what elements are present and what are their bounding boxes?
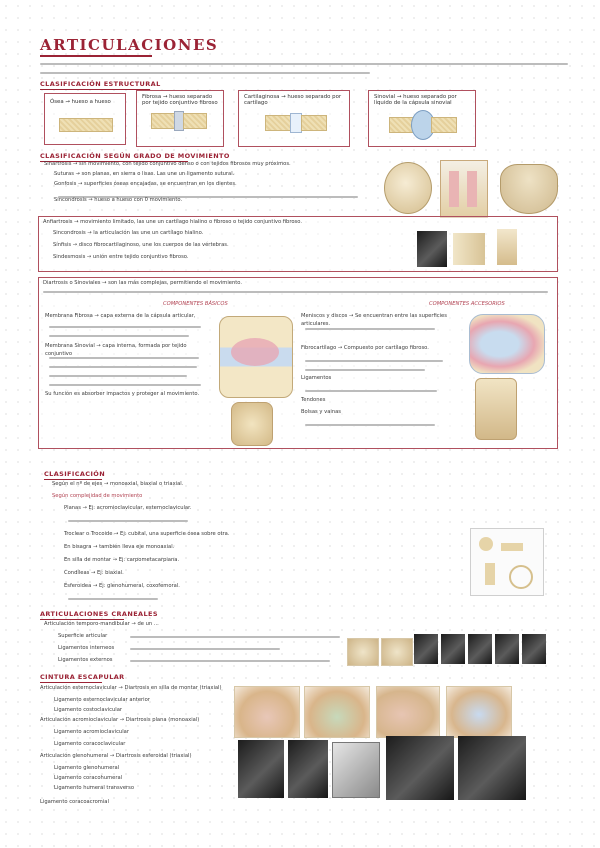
tendones-text: Tendones [301, 397, 326, 403]
shoulder-anatomy [234, 686, 300, 738]
card-title: Ósea → hueso a hueso [50, 99, 111, 105]
section-clasificacion-estructural: CLASIFICACIÓN ESTRUCTURAL [40, 80, 161, 88]
escapular-item: Articulación glenohumeral → Diartrosis esferoidal (triaxial) [40, 753, 192, 759]
text-line [43, 291, 548, 293]
text-line [305, 328, 435, 330]
clasificacion-item-esferoidea: Esferoidea → Ej: glenohumeral, coxofemoral. [64, 583, 180, 589]
suturas-text: Suturas → son planas, en sierra o lisas. Las une un ligamento sutural. [54, 171, 235, 177]
card-title: Fibrosa → hueso separado por tejido conjuntivo fibroso [142, 94, 218, 106]
tooth-illustration [440, 160, 488, 218]
bone-illustration [301, 115, 327, 131]
card-title: Cartilaginosa → hueso separado por cartílago [244, 94, 342, 106]
section-clasificacion: CLASIFICACIÓN [44, 470, 106, 478]
sincondrosis-text: Sincondrosis → hueso a hueso con 0 movimiento. [54, 197, 183, 203]
tmj-mri [441, 634, 465, 664]
craneal-item: Superficie articular [58, 633, 108, 639]
pelvis-illustration [453, 233, 485, 265]
joint-type-icon [485, 563, 495, 585]
tmj-mri [414, 634, 438, 664]
card-fibrosa [136, 90, 224, 147]
forearm-illustration [497, 229, 517, 265]
text-line [305, 424, 435, 426]
section-underline [40, 682, 102, 683]
membrana-fibrosa-text: Membrana Fibrosa → capa externa de la cápsula articular, [45, 313, 196, 319]
text-line [49, 357, 199, 359]
escapular-item: Articulación esternoclavicular → Diartrosis en silla de montar (triaxial) [40, 685, 222, 691]
knee-side-illustration [475, 378, 517, 440]
intro-line-1 [40, 63, 568, 65]
shoulder-xray [386, 736, 454, 800]
clasificacion-item-condileas: Condíleas → Ej: biaxial. [64, 570, 124, 576]
gonfosis-text: Gonfosis → superficies óseas encajadas, se encuentran en los dientes. [54, 181, 237, 187]
craneal-item: Ligamentos interneos [58, 645, 115, 651]
bone-illustration [151, 113, 175, 129]
meniscos-text: Meniscos y discos → Se encuentran entre las superficies articulares. [301, 313, 447, 328]
text-line [130, 648, 280, 650]
sincondrosis-text: Sincondrosis → la articulación las une un cartílago hialino. [53, 230, 204, 236]
sinovial-function-text: Su función es absorber impactos y proteger al movimiento. [45, 391, 200, 397]
text-line [305, 360, 443, 362]
tmj-illustration [381, 638, 413, 666]
joint-type-icon [501, 543, 523, 551]
clasificacion-item-planas: Planas → Ej: acromioclavicular, esternoclavicular. [64, 505, 192, 511]
sacrum-illustration [500, 164, 558, 214]
tmj-mri [495, 634, 519, 664]
bolsas-text: Bolsas y vainas [301, 409, 341, 415]
ligamentos-text: Ligamentos [301, 375, 332, 381]
clasificacion-movimiento-text: Según complejidad de movimiento [52, 493, 143, 499]
anfiartrosis-text: Anfiartrosis → movimiento limitado, las une un cartílago hialino o fibroso o tejido conjuntivo fibroso. [43, 219, 302, 225]
sindesmosis-text: Sindesmosis → unión entre tejido conjuntivo fibroso. [53, 254, 189, 260]
text-line [130, 636, 340, 638]
card-sinovial [368, 90, 476, 147]
text-line [305, 390, 437, 392]
text-line [49, 375, 187, 377]
card-title: Sinovial → hueso separado por líquido de la cápsula sinovial [374, 94, 457, 106]
diartrosis-box [38, 277, 558, 449]
joint-type-icon [509, 565, 533, 589]
escapular-item: Ligamento coracoclavicular [54, 741, 126, 747]
tmj-illustration [347, 638, 379, 666]
escapular-item: Ligamento costoclavicular [54, 707, 123, 713]
escapular-item: Ligamento esternoclavicular anterior [54, 697, 150, 703]
card-cartilaginosa [238, 90, 350, 147]
bone-illustration [265, 115, 291, 131]
joint-types-diagram [470, 528, 544, 596]
shoulder-anatomy [304, 686, 370, 738]
title-underline [40, 55, 152, 57]
section-clasificacion-movimiento: CLASIFICACIÓN SEGÚN GRADO DE MOVIMIENTO [40, 152, 230, 160]
componentes-basicos-label: COMPONENTES BÁSICOS [163, 301, 228, 307]
shoulder-anatomy [376, 686, 440, 738]
anfiartrosis-box [38, 216, 558, 272]
text-line [49, 366, 197, 368]
craneal-item: Ligamentos externos [58, 657, 113, 663]
bone-illustration [183, 113, 207, 129]
sinartrosis-text: Sinartrosis → sin movimiento, con tejido conjuntivo denso o con tejidos fibrosos muy próximos. [44, 161, 291, 167]
membrana-sinovial-text: Membrana Sinovial → capa interna, formada por tejido conjuntivo [45, 343, 187, 358]
text-line [49, 384, 201, 386]
componentes-accesorios-label: COMPONENTES ACCESORIOS [429, 301, 505, 307]
text-line [68, 598, 158, 600]
hand-xray [417, 231, 447, 267]
bone-illustration [59, 118, 113, 132]
card-osea [44, 93, 126, 145]
section-articulaciones-craneales: ARTICULACIONES CRANEALES [40, 610, 158, 618]
text-line [305, 369, 425, 371]
atm-text: Articulación temporo-mandibular → de un ... [44, 621, 159, 627]
tmj-mri [468, 634, 492, 664]
tooth-root [467, 171, 477, 207]
clasificacion-item-bisagra: En bisagra → también lleva eje monoaxial. [64, 544, 175, 550]
tmj-mri [522, 634, 546, 664]
fibrocartilago-text: Fibrocartílago → Compuesto por cartílago fibroso. [301, 345, 429, 351]
escapular-item: Ligamento humeral transverso [54, 785, 135, 791]
shoulder-anatomy [446, 686, 512, 738]
skull-illustration [384, 162, 432, 214]
text-line [49, 326, 201, 328]
section-underline [40, 89, 150, 90]
bone-illustration [431, 117, 457, 133]
intro-line-2 [40, 72, 370, 74]
shoulder-xray [458, 736, 526, 800]
escapular-item: Ligamento coracohumeral [54, 775, 123, 781]
tooth-root [449, 171, 459, 207]
text-line [68, 520, 188, 522]
joint-type-icon [479, 537, 493, 551]
shoulder-xray [238, 740, 284, 798]
knee-illustration [231, 402, 273, 446]
escapular-item: Ligamento acromioclavicular [54, 729, 129, 735]
shoulder-ct [288, 740, 328, 798]
clasificacion-item-silla: En silla de montar → Ej: carpometacarpiana. [64, 557, 180, 563]
escapular-item: Ligamento glenohumeral [54, 765, 120, 771]
escapular-item: Articulación acromioclavicular → Diartrosis plana (monoaxial) [40, 717, 200, 723]
text-line [130, 660, 330, 662]
clasificacion-ejes-text: Según el nº de ejes → monoaxial, biaxial o triaxial. [52, 481, 184, 487]
escapular-item: Ligamento coracoacromial [40, 799, 109, 805]
sinfisis-text: Sínfisis → disco fibrocartilaginoso, une los cuerpos de las vértebras. [53, 242, 229, 248]
clasificacion-item-troclear: Troclear o Trocoide → Ej: cubital, una superficie ósea sobre otra. [64, 531, 230, 537]
shoulder-radiograph [332, 742, 380, 798]
text-line [49, 335, 189, 337]
page-title: ARTICULACIONES [40, 36, 219, 54]
synovial-membrane [231, 338, 279, 366]
diartrosis-text: Diartrosis o Sinoviales → son las más complejas, permitiendo el movimiento. [43, 280, 243, 286]
section-cintura-escapular: CINTURA ESCAPULAR [40, 673, 125, 681]
shoulder-joint-illustration [469, 314, 545, 374]
